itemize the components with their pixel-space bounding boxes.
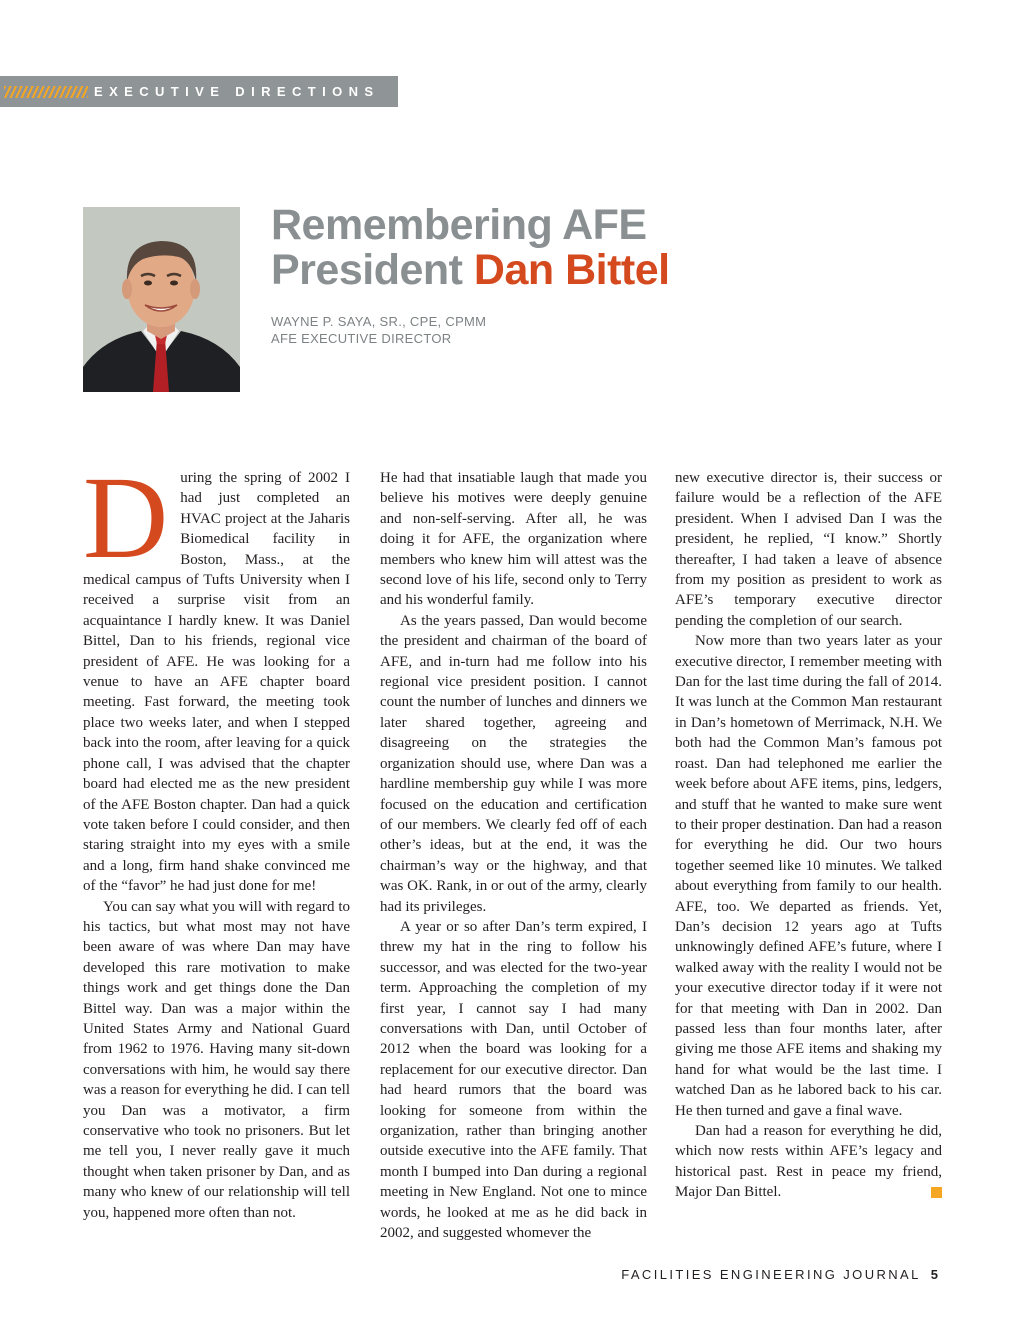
section-header xyxy=(0,76,398,107)
headline xyxy=(271,203,670,293)
section-label: EXECUTIVE DIRECTIONS xyxy=(94,84,380,99)
hatch-stripes-icon xyxy=(4,86,88,98)
page-number: 5 xyxy=(930,1267,938,1282)
author-title: AFE EXECUTIVE DIRECTOR xyxy=(271,331,452,346)
byline xyxy=(271,313,486,347)
author-name: WAYNE P. SAYA, SR., CPE, CPMM xyxy=(271,314,487,329)
article-column-2 xyxy=(380,468,647,1243)
article-paragraph: Now more than two years later as your executive director, I remember meeting with Dan for the last time during the fall of 2014. It was lunch at the Common Man restaurant in Dan’s hometown of Merrimack, N.H. We both had the Common Man’s famous pot roast. Dan had telephoned me earlier the week before about AFE items, pins, ledgers, and stuff that he wanted to make sure went to their proper destination. Dan had a reason for everything he did. Our two hours together seemed like 10 minutes. We talked about everything from family to our health. AFE, too. We departed as friends. Yet, Dan’s decision 12 years ago at Tufts unknowingly defined AFE’s future, where I walked away with the reality I would not be your executive director today if it were not for that meeting with Dan in 2002. Dan passed less than four months later, after giving me those AFE items and shaking my hand for what would be the last time. I watched Dan as he labored back to his car. He then turned and gave a final wave. xyxy=(675,633,942,1119)
article-column-1 xyxy=(83,452,350,1223)
article-paragraph: You can say what you will with regard to his tactics, but what most may not have been aware of was where Dan may have developed this rare motivation to make things work and get things done the Dan Bittel way. Dan was a major within the United States Army and National Guard from 1962 to 1976. Having many sit-down conversations with him, he would say there was a reason for everything he did. I can tell you Dan was a motivator, a firm conservative who took no prisoners. But let me tell you, I never really gave it much thought when taken prisoner by Dan, and as many who knew of our relationship will tell you, happened more often than not. xyxy=(83,898,350,1221)
article-paragraph: new executive director is, their success or failure would be a reflection of the AFE president. When I advised Dan I was the president, he replied, “I know.” Shortly thereafter, I had taken a leave of absence from my position as president to work as AFE’s temporary executive director pending the completion of our search. xyxy=(675,470,942,629)
end-mark-icon xyxy=(931,1187,942,1198)
headline-name: Dan Bittel xyxy=(473,246,670,294)
article-paragraph: Dan had a reason for everything he did, which now rests within AFE’s legacy and historical past. Rest in peace my friend, Major Dan Bittel. xyxy=(675,1123,942,1201)
headline-line1: Remembering AFE xyxy=(271,201,647,249)
portrait-photo-icon xyxy=(83,207,240,392)
article-column-3 xyxy=(675,468,942,1203)
drop-cap: D xyxy=(83,452,169,583)
author-portrait xyxy=(83,207,240,392)
article-paragraph: As the years passed, Dan would become the president and chairman of the board of AFE, and in-turn had me follow into his regional vice president position. I cannot count the number of lunches and dinners we later shared together, agreeing and disagreeing on the strategies the organization should use, where Dan was a hardline membership guy while I was more focused on the education and certification of our members. We clearly fed off of each other’s ideas, but at the end, it was the chairman’s way or the highway, and that was OK. Rank, in or out of the army, clearly had its privileges. xyxy=(380,612,647,915)
headline-line2: President xyxy=(271,246,474,294)
article-paragraph: During the spring of 2002 I had just completed an HVAC project at the Jaharis Biomedical facility in Boston, Mass., at the medical campus of Tufts University when I received a surprise visit from an acquaintance I hardly knew. It was Daniel Bittel, Dan to his friends, regional vice president of AFE. He was looking for a venue to have an AFE chapter board meeting. Fast forward, the meeting took place two weeks later, and when I stepped back into the room, after leaving for a quick phone call, I was advised that the chapter board had elected me as the new president of the AFE Boston chapter. Dan had a quick vote taken before I could consider, and then staring straight into my eyes with a smile and a long, firm hand shake convinced me of the “favor” he had just done for me! xyxy=(83,452,350,895)
publication-name: FACILITIES ENGINEERING JOURNAL xyxy=(621,1267,921,1282)
article-paragraph: A year or so after Dan’s term expired, I threw my hat in the ring to follow his successor, and was elected for the two-year term. Approaching the completion of my first year, I cannot say I had many conversations with Dan, until October of 2012 when the board was looking for a replacement for our executive director. Dan had heard rumors that the board was looking for someone from within the organization, rather than bringing another outside executive into the AFE family. That month I bumped into Dan during a regional meeting in New England. Not one to mince words, he looked at me as he did back in 2002, and suggested whomever the xyxy=(380,918,647,1242)
article-paragraph: He had that insatiable laugh that made you believe his motives were deeply genuine and non-self-serving. After all, he was doing it for AFE, the organization where members who knew him will attest was the second love of his life, second only to Terry and his wonderful family. xyxy=(380,470,647,609)
page-footer xyxy=(621,1267,938,1282)
